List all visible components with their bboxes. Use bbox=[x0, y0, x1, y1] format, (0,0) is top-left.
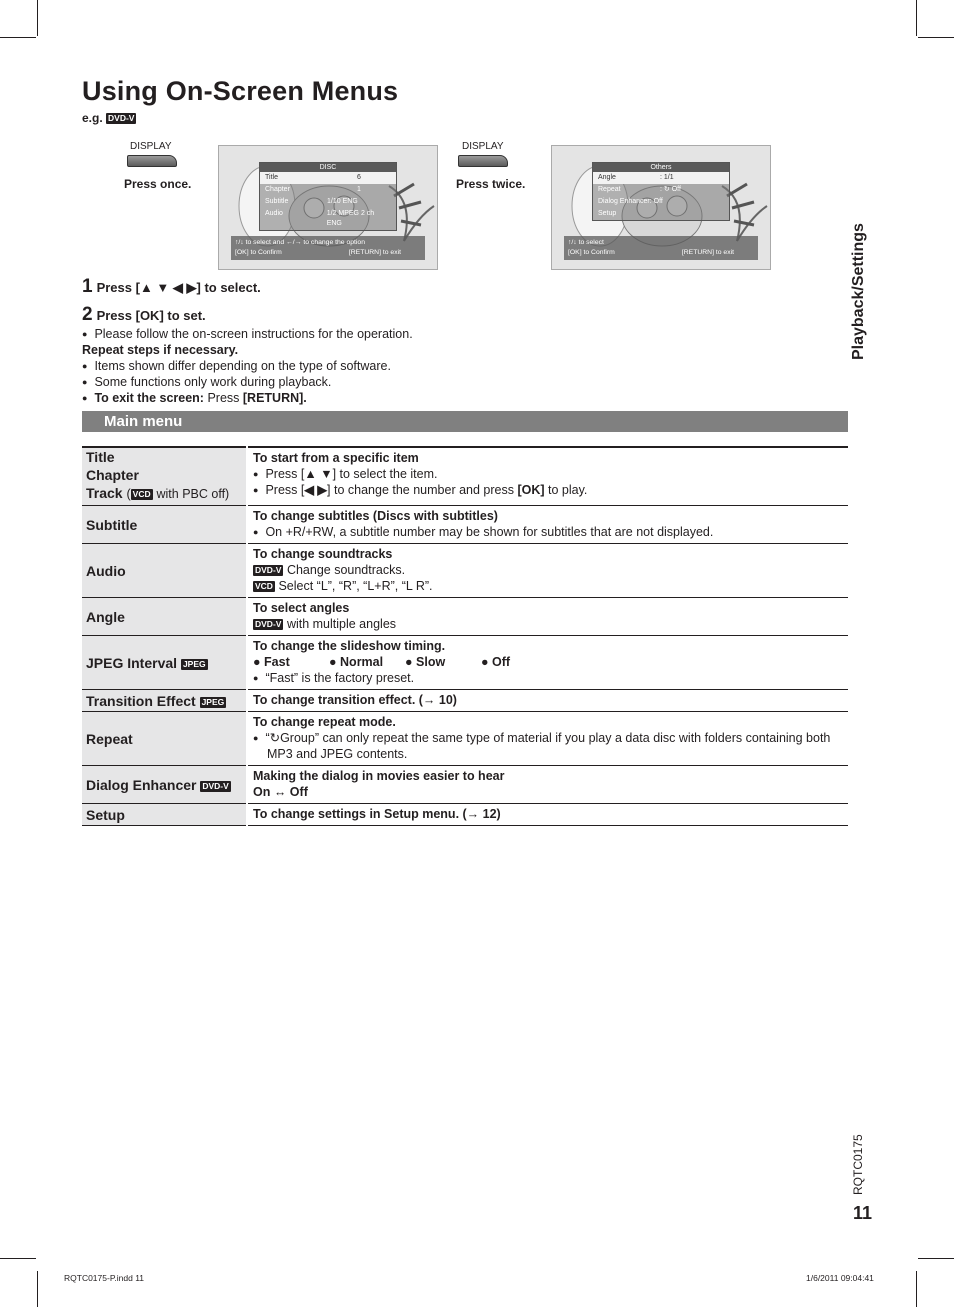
crop-mark bbox=[37, 1271, 38, 1307]
dvdv-tag: DVD-V bbox=[108, 113, 135, 123]
table-row bbox=[82, 636, 848, 690]
crop-mark bbox=[918, 1258, 954, 1259]
table-row bbox=[82, 598, 848, 636]
crop-mark bbox=[918, 37, 954, 38]
main-menu-table bbox=[82, 446, 848, 826]
row-label-dialog-enhancer: Dialog Enhancer DVD-V bbox=[82, 766, 247, 804]
crop-mark bbox=[37, 0, 38, 36]
osd-menu-panel bbox=[592, 162, 730, 221]
note-follow: ● Please follow the on-screen instructions for the operation. bbox=[82, 326, 802, 342]
table-row bbox=[82, 766, 848, 804]
press-once-label: Press once. bbox=[124, 177, 192, 191]
note-items: ● Items shown differ depending on the type of software. bbox=[82, 358, 802, 374]
osd-row: Title 6 bbox=[260, 172, 396, 184]
note-exit: ● To exit the screen: Press [RETURN]. bbox=[82, 390, 802, 406]
section-side-tab: Playback/Settings bbox=[850, 223, 867, 360]
osd-row: Angle : 1/1 bbox=[593, 172, 729, 184]
osd-row: Setup bbox=[598, 210, 617, 217]
row-desc-subtitle: To change subtitles (Discs with subtitles) ● On +R/+RW, a subtitle number may be shown for subtitles that are not displayed. bbox=[247, 506, 848, 544]
table-row bbox=[82, 544, 848, 598]
step-2: 2 Press [OK] to set. bbox=[82, 304, 206, 325]
osd-footer-line: ↑/↓ to select and ←/→ to change the option bbox=[235, 239, 365, 246]
row-label-jpeg-interval: JPEG Interval JPEG bbox=[82, 636, 247, 690]
crop-mark bbox=[916, 1271, 917, 1307]
row-desc-audio: To change soundtracks DVD-V Change soundtracks. VCD Select “L”, “R”, “L+R”, “L R”. bbox=[247, 544, 848, 598]
osd-footer bbox=[231, 236, 425, 260]
osd-disc-screen bbox=[218, 145, 438, 270]
jpeg-tag: JPEG bbox=[201, 696, 225, 707]
osd-row: Audio 1/2 MPEG 2 ch ENG bbox=[265, 210, 375, 227]
osd-footer-confirm: [OK] to Confirm bbox=[235, 249, 282, 256]
dvdv-tag: DVD-V bbox=[255, 565, 282, 575]
display-button-icon bbox=[127, 155, 177, 167]
row-desc-title: To start from a specific item ● Press [▲ ▼] to select the item. ● Press [◀ ▶] to change the number and press [OK] to play. bbox=[247, 447, 848, 506]
footer-timestamp: 1/6/2011 09:04:41 bbox=[806, 1273, 874, 1283]
row-label-subtitle: Subtitle bbox=[82, 506, 247, 544]
row-desc-setup: To change settings in Setup menu. (→ 12) bbox=[247, 804, 848, 826]
repeat-steps-note: Repeat steps if necessary. bbox=[82, 343, 239, 357]
row-desc-jpeg-interval: To change the slideshow timing. ● Fast● Normal● Slow● Off ● “Fast” is the factory preset. bbox=[247, 636, 848, 690]
osd-row: Dialog Enhancer : Off bbox=[598, 198, 663, 205]
dvdv-tag: DVD-V bbox=[202, 780, 229, 791]
row-label-repeat: Repeat bbox=[82, 712, 247, 766]
vcd-tag: VCD bbox=[132, 489, 151, 499]
footer-file-info: RQTC0175-P.indd 11 bbox=[64, 1273, 145, 1283]
row-label-angle: Angle bbox=[82, 598, 247, 636]
table-row bbox=[82, 506, 848, 544]
page-number: 11 bbox=[853, 1203, 873, 1223]
osd-panel-header: DISC bbox=[260, 163, 396, 172]
row-desc-angle: To select angles DVD-V with multiple angles bbox=[247, 598, 848, 636]
osd-panel-header: Others bbox=[593, 163, 729, 172]
osd-footer bbox=[564, 236, 758, 260]
model-code: RQTC0175 bbox=[851, 1134, 865, 1195]
row-label-transition-effect: Transition Effect JPEG bbox=[82, 690, 247, 712]
eg-prefix: e.g. bbox=[82, 111, 103, 125]
row-desc-repeat: To change repeat mode. ● “↻Group” can only repeat the same type of material if you play a data disc with folders containing both MP3 and JPEG contents. bbox=[247, 712, 848, 766]
table-row bbox=[82, 804, 848, 826]
crop-mark bbox=[0, 1258, 36, 1259]
table-row bbox=[82, 447, 848, 506]
row-label-title: Title Chapter Track ( VCD with PBC off) bbox=[82, 447, 247, 506]
main-menu-heading: Main menu bbox=[82, 411, 848, 432]
jpeg-tag: JPEG bbox=[182, 658, 206, 669]
table-row bbox=[82, 712, 848, 766]
row-label-setup: Setup bbox=[82, 804, 247, 826]
note-functions: ● Some functions only work during playback. bbox=[82, 374, 802, 390]
display-label: DISPLAY bbox=[130, 141, 172, 152]
dvdv-tag: DVD-V bbox=[255, 619, 282, 629]
osd-footer-line: ↑/↓ to select bbox=[568, 239, 604, 246]
step-1: 1 Press [▲ ▼ ◀ ▶] to select. bbox=[82, 276, 261, 297]
instruction-steps bbox=[82, 276, 802, 406]
osd-footer-exit: [RETURN] to exit bbox=[348, 249, 401, 256]
osd-others-screen bbox=[551, 145, 771, 270]
osd-row: Subtitle 1/10 ENG bbox=[265, 198, 358, 205]
press-twice-label: Press twice. bbox=[456, 177, 526, 191]
crop-mark bbox=[0, 37, 36, 38]
display-button-icon bbox=[458, 155, 508, 167]
osd-menu-panel bbox=[259, 162, 397, 231]
vcd-tag: VCD bbox=[255, 581, 273, 591]
crop-mark bbox=[916, 0, 917, 36]
row-desc-transition-effect: To change transition effect. (→ 10) bbox=[247, 690, 848, 712]
osd-footer-exit: [RETURN] to exit bbox=[681, 249, 734, 256]
row-desc-dialog-enhancer: Making the dialog in movies easier to hear On ↔ Off bbox=[247, 766, 848, 804]
osd-footer-confirm: [OK] to Confirm bbox=[568, 249, 615, 256]
page-title: Using On-Screen Menus bbox=[82, 76, 399, 106]
row-label-audio: Audio bbox=[82, 544, 247, 598]
example-label bbox=[82, 111, 136, 125]
display-label: DISPLAY bbox=[462, 141, 504, 152]
osd-row: Chapter 1 bbox=[265, 186, 361, 193]
table-row bbox=[82, 690, 848, 712]
osd-row: Repeat : ↻ Off bbox=[598, 186, 681, 193]
